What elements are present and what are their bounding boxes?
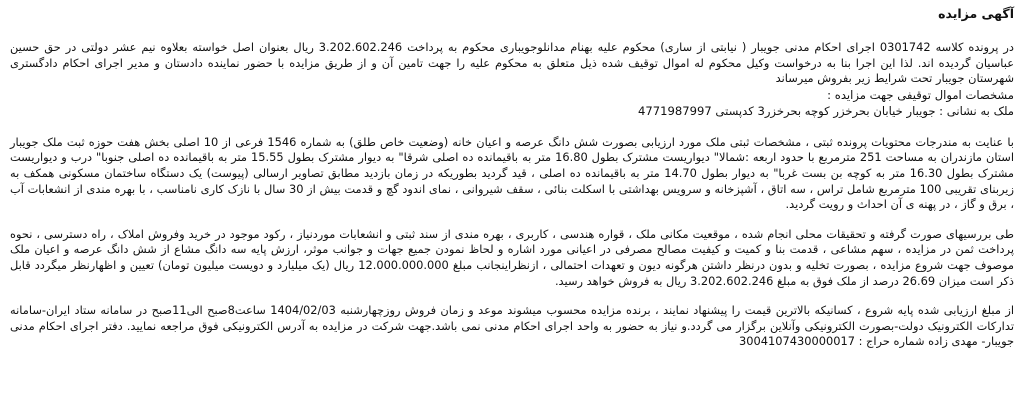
property-description-paragraph: با عنایت به مندرجات محتویات پرونده ثبتی ، مشخصات ثبتی ملک مورد ارزیابی بصورت شش دانگ عرصه و اعیان خانه (وضعیت خاص طلق) به شماره 1546 فرعی از 10 اصلی بخش هفت حوزه ثبت ملک جویبار استان مازندران به مساحت 251 مترمربع با حدود اربعه :شمالا" دیواریست مشترک بطول 16.80 متر به باقیمانده ده اصلی شرقا" به دیوار مشترک بطول 15.55 متر به باقیمانده ده اصلی جنوبا" درب و دیواریست مشترک بطول 16.30 متر به کوچه بن بست غربا" به دیوار بطول 14.70 متر به باقیمانده ده اصلی ، قید گردید بطوریکه در زمان بازدید مطابق تصاویر ارسالی (پیوست) یک دستگاه ساختمان مسکونی همکف به زیربنای تقریبی 100 مترمربع شامل تراس ، سه اتاق ، آشپزخانه و سرویس بهداشتی با اسکلت بنائی ، سقف شیروانی ، نمای اندود گچ و قدمت بیش از 30 سال با نازک کاری نامناسب ، با بهره مندی از انشعابات آب ، برق و گاز ، در پهنه ی آن احداث و رویت گردید. [10, 134, 1014, 212]
property-address: ملک به نشانی : جویبار خیابان بحرخزر کوچه بحرخزر3 کدپستی 4771987997 [637, 103, 1014, 118]
notice-title: آگهی مزایده [938, 6, 1014, 21]
spec-heading: مشخصات اموال توقیفی جهت مزایده : [827, 87, 1014, 102]
auction-terms-paragraph: از مبلغ ارزیابی شده پایه شروع ، کسانیکه بالاترین قیمت را پیشنهاد نمایند ، برنده مزایده محسوب میشوند موعد و زمان فروش روزچهارشنبه 1404/02/03 ساعت8صبح الی11صبح در سامانه ستاد ایران-سامانه تدارکات الکترونیک دولت-بصورت الکترونیکی وآنلاین برگزار می گردد.و نیاز به حضور به واحد اجرای احکام مدنی نمی باشد.جهت شرکت در مزایده به آدرس الکترونیکی فوق مراجعه نمایید. دفتر اجرای احکام مدنی جویبار- مهدی زاده شماره حراج : 3004107430000017 [10, 303, 1014, 349]
valuation-paragraph: طی بررسیهای صورت گرفته و تحقیقات محلی انجام شده ، موقعیت مکانی ملک ، قواره هندسی ، کاربری ، بهره مندی از سند ثبتی و انشعابات موردنیاز ، رکود موجود در خرید وفروش املاک ، راه دسترسی ، نحوه پرداخت ثمن در مزایده ، سهم مشاعی ، قدمت بنا و کمیت و کیفیت مصالح مصرفی در اعیانی مورد اشاره و لحاظ نمودن جمیع جهات و جوانب موثر، ارزش پایه سه دانگ مشاع از شش دانگ عرصه و اعیان ملک موصوف جهت شروع مزایده ، بصورت تخلیه و بدون درنظر داشتن هرگونه دیون و تعهدات احتمالی ، ازنظراینجانب مبلغ 12.000.000.000 ریال (یک میلیارد و دویست میلیون تومان) تعیین و اظهارنظر میگردد قابل ذکر است میزان 26.69 درصد از ملک فوق به مبلغ 3.202.602.246 ریال به فروش خواهد رسید. [10, 226, 1015, 288]
intro-paragraph: در پرونده کلاسه 0301742 اجرای احکام مدنی جویبار ( نیابتی از ساری) محکوم علیه بهنام مدانلوجویباری محکوم به پرداخت 3.202.602.246 ریال بعنوان اصل خواسته بعلاوه نیم عشر دولتی در حق حسین عباسیان گردیده اند. لذا این اجرا بنا به درخواست وکیل محکوم له اموال توقیف شده ذیل متعلق به محکوم علیه را جهت تامین آن و از طریق مزایده با حضور نماینده دادستان و مدیر اجرای احکام دادگستری شهرستان جویبار تحت شرایط زیر بفروش میرساند [10, 40, 1014, 86]
